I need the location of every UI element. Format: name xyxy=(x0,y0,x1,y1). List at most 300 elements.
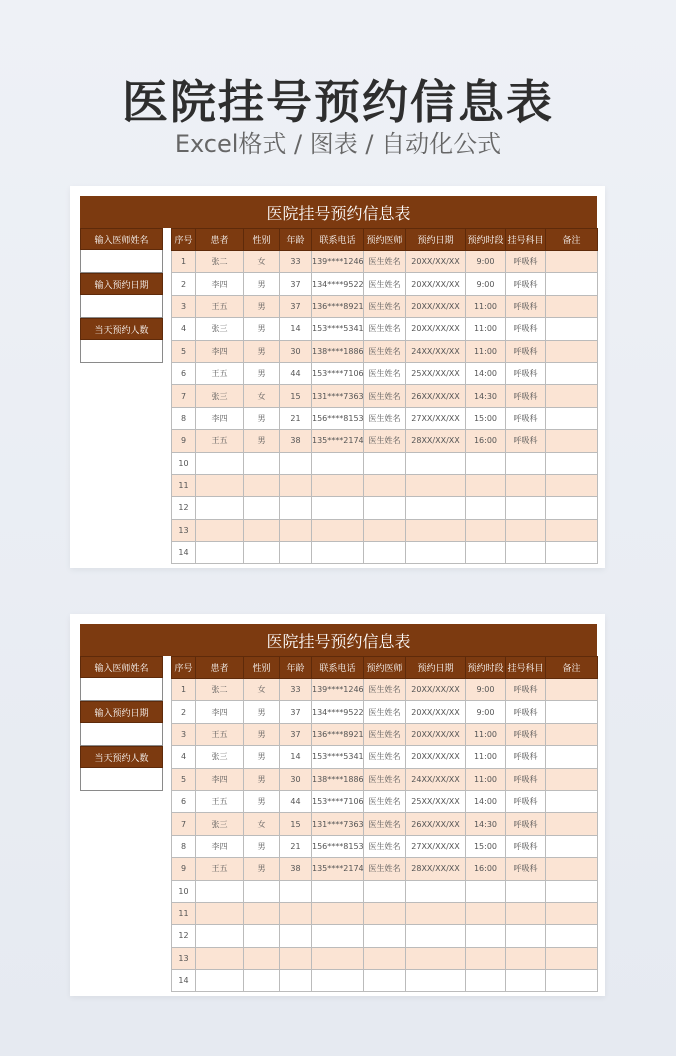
table-cell[interactable]: 153****5341 xyxy=(312,318,364,340)
table-cell[interactable] xyxy=(364,542,406,564)
table-cell[interactable]: 男 xyxy=(244,295,280,317)
table-cell[interactable] xyxy=(546,430,598,452)
table-cell[interactable]: 136****8921 xyxy=(312,723,364,745)
table-cell[interactable]: 女 xyxy=(244,385,280,407)
table-cell[interactable]: 王五 xyxy=(196,790,244,812)
table-cell[interactable] xyxy=(546,790,598,812)
table-cell[interactable]: 4 xyxy=(172,318,196,340)
table-cell[interactable] xyxy=(196,947,244,969)
table-cell[interactable] xyxy=(312,880,364,902)
table-cell[interactable] xyxy=(546,273,598,295)
table-cell[interactable]: 153****7106 xyxy=(312,362,364,384)
table-cell[interactable]: 156****8153 xyxy=(312,835,364,857)
table-cell[interactable]: 20XX/XX/XX xyxy=(406,723,466,745)
table-cell[interactable]: 37 xyxy=(280,273,312,295)
doctor-name-input[interactable] xyxy=(80,250,163,273)
table-cell[interactable]: 呼吸科 xyxy=(506,679,546,701)
table-cell[interactable]: 156****8153 xyxy=(312,407,364,429)
doctor-name-input[interactable] xyxy=(80,678,163,701)
table-cell[interactable]: 14:00 xyxy=(466,790,506,812)
table-cell[interactable] xyxy=(280,902,312,924)
table-cell[interactable]: 医生姓名 xyxy=(364,813,406,835)
table-cell[interactable]: 10 xyxy=(172,452,196,474)
table-cell[interactable] xyxy=(466,497,506,519)
column-header: 序号 xyxy=(172,657,196,679)
table-cell[interactable] xyxy=(546,858,598,880)
table-cell[interactable] xyxy=(312,452,364,474)
table-cell[interactable] xyxy=(506,519,546,541)
table-cell[interactable]: 王五 xyxy=(196,362,244,384)
table-cell[interactable]: 3 xyxy=(172,295,196,317)
table-cell[interactable]: 4 xyxy=(172,746,196,768)
column-header: 备注 xyxy=(546,657,598,679)
table-cell[interactable] xyxy=(466,970,506,992)
table-cell[interactable] xyxy=(244,497,280,519)
table-cell[interactable]: 11:00 xyxy=(466,723,506,745)
table-cell[interactable]: 1 xyxy=(172,251,196,273)
table-cell[interactable]: 3 xyxy=(172,723,196,745)
table-cell[interactable]: 28XX/XX/XX xyxy=(406,430,466,452)
table-cell[interactable]: 25XX/XX/XX xyxy=(406,790,466,812)
table-cell[interactable] xyxy=(406,880,466,902)
table-cell[interactable]: 20XX/XX/XX xyxy=(406,251,466,273)
table-row xyxy=(172,407,598,429)
table-cell[interactable]: 医生姓名 xyxy=(364,679,406,701)
table-cell[interactable]: 医生姓名 xyxy=(364,430,406,452)
table-cell[interactable]: 张三 xyxy=(196,318,244,340)
table-cell[interactable]: 王五 xyxy=(196,723,244,745)
table-cell[interactable]: 男 xyxy=(244,768,280,790)
table-cell[interactable] xyxy=(196,474,244,496)
table-cell[interactable]: 14:00 xyxy=(466,362,506,384)
table-cell[interactable] xyxy=(280,970,312,992)
table-cell[interactable]: 11 xyxy=(172,902,196,924)
table-cell[interactable] xyxy=(506,542,546,564)
table-cell[interactable]: 张二 xyxy=(196,679,244,701)
table-cell[interactable] xyxy=(196,542,244,564)
table-cell[interactable]: 男 xyxy=(244,790,280,812)
table-cell[interactable]: 医生姓名 xyxy=(364,768,406,790)
table-cell[interactable] xyxy=(312,542,364,564)
table-cell[interactable] xyxy=(196,519,244,541)
table-body xyxy=(172,679,598,992)
table-cell[interactable]: 16:00 xyxy=(466,430,506,452)
column-header: 预约日期 xyxy=(406,229,466,251)
table-cell[interactable]: 9:00 xyxy=(466,679,506,701)
table-cell[interactable] xyxy=(466,452,506,474)
table-cell[interactable]: 男 xyxy=(244,430,280,452)
table-cell[interactable]: 37 xyxy=(280,723,312,745)
table-cell[interactable]: 医生姓名 xyxy=(364,340,406,362)
table-cell[interactable]: 15 xyxy=(280,385,312,407)
column-header: 预约日期 xyxy=(406,657,466,679)
table-cell[interactable]: 135****2174 xyxy=(312,430,364,452)
table-cell[interactable] xyxy=(364,970,406,992)
table-cell[interactable]: 21 xyxy=(280,407,312,429)
table-cell[interactable]: 11 xyxy=(172,474,196,496)
table-cell[interactable] xyxy=(546,970,598,992)
table-cell[interactable] xyxy=(280,947,312,969)
table-cell[interactable] xyxy=(244,452,280,474)
table-cell[interactable]: 44 xyxy=(280,362,312,384)
table-cell[interactable] xyxy=(406,519,466,541)
table-cell[interactable] xyxy=(546,474,598,496)
table-cell[interactable]: 38 xyxy=(280,858,312,880)
table-cell[interactable] xyxy=(364,519,406,541)
table-cell[interactable]: 男 xyxy=(244,858,280,880)
table-cell[interactable]: 13 xyxy=(172,519,196,541)
table-cell[interactable] xyxy=(546,947,598,969)
table-cell[interactable] xyxy=(466,519,506,541)
table-cell[interactable]: 女 xyxy=(244,679,280,701)
table-cell[interactable]: 张三 xyxy=(196,385,244,407)
table-cell[interactable] xyxy=(546,746,598,768)
table-cell[interactable]: 134****9522 xyxy=(312,701,364,723)
table-cell[interactable]: 呼吸科 xyxy=(506,701,546,723)
table-cell[interactable] xyxy=(312,474,364,496)
table-cell[interactable] xyxy=(312,519,364,541)
table-cell[interactable]: 医生姓名 xyxy=(364,318,406,340)
table-cell[interactable]: 呼吸科 xyxy=(506,835,546,857)
table-cell[interactable]: 139****1246 xyxy=(312,679,364,701)
table-cell[interactable] xyxy=(406,452,466,474)
table-cell[interactable] xyxy=(546,768,598,790)
table-cell[interactable]: 王五 xyxy=(196,858,244,880)
table-cell[interactable]: 21 xyxy=(280,835,312,857)
table-cell[interactable] xyxy=(312,925,364,947)
table-cell[interactable]: 医生姓名 xyxy=(364,701,406,723)
table-cell[interactable] xyxy=(280,519,312,541)
table-cell[interactable]: 呼吸科 xyxy=(506,362,546,384)
table-cell[interactable] xyxy=(546,925,598,947)
table-cell[interactable]: 男 xyxy=(244,340,280,362)
table-row xyxy=(172,902,598,924)
table-cell[interactable]: 男 xyxy=(244,407,280,429)
table-cell[interactable]: 呼吸科 xyxy=(506,318,546,340)
column-header: 性别 xyxy=(244,229,280,251)
table-cell[interactable]: 医生姓名 xyxy=(364,385,406,407)
table-cell[interactable]: 24XX/XX/XX xyxy=(406,340,466,362)
table-cell[interactable] xyxy=(364,452,406,474)
table-cell[interactable] xyxy=(244,970,280,992)
table-cell[interactable]: 139****1246 xyxy=(312,251,364,273)
table-cell[interactable]: 李四 xyxy=(196,407,244,429)
date-input[interactable] xyxy=(80,295,163,318)
table-cell[interactable]: 26XX/XX/XX xyxy=(406,385,466,407)
table-cell[interactable] xyxy=(364,902,406,924)
table-cell[interactable]: 12 xyxy=(172,925,196,947)
table-cell[interactable]: 9 xyxy=(172,858,196,880)
table-cell[interactable]: 男 xyxy=(244,273,280,295)
table-cell[interactable] xyxy=(364,880,406,902)
column-header: 预约医师 xyxy=(364,229,406,251)
table-cell[interactable] xyxy=(546,497,598,519)
table-cell[interactable]: 14 xyxy=(280,746,312,768)
table-cell[interactable]: 男 xyxy=(244,318,280,340)
table-cell[interactable] xyxy=(244,542,280,564)
table-cell[interactable]: 呼吸科 xyxy=(506,430,546,452)
table-cell[interactable]: 呼吸科 xyxy=(506,295,546,317)
table-cell[interactable] xyxy=(546,362,598,384)
table-cell[interactable] xyxy=(196,902,244,924)
table-cell[interactable] xyxy=(280,880,312,902)
table-cell[interactable]: 医生姓名 xyxy=(364,835,406,857)
table-cell[interactable]: 男 xyxy=(244,835,280,857)
table-cell[interactable]: 14:30 xyxy=(466,385,506,407)
table-cell[interactable]: 12 xyxy=(172,497,196,519)
table-cell[interactable]: 20XX/XX/XX xyxy=(406,295,466,317)
table-cell[interactable]: 呼吸科 xyxy=(506,407,546,429)
table-cell[interactable] xyxy=(406,947,466,969)
sheet-banner: 医院挂号预约信息表 xyxy=(80,196,597,228)
table-cell[interactable] xyxy=(280,542,312,564)
table-cell[interactable]: 医生姓名 xyxy=(364,746,406,768)
table-cell[interactable]: 医生姓名 xyxy=(364,273,406,295)
table-cell[interactable] xyxy=(546,407,598,429)
table-cell[interactable]: 134****9522 xyxy=(312,273,364,295)
table-cell[interactable] xyxy=(506,970,546,992)
table-cell[interactable]: 9:00 xyxy=(466,273,506,295)
table-cell[interactable]: 27XX/XX/XX xyxy=(406,407,466,429)
table-cell[interactable]: 14 xyxy=(172,970,196,992)
table-cell[interactable]: 16:00 xyxy=(466,858,506,880)
table-cell[interactable]: 131****7363 xyxy=(312,813,364,835)
table-row xyxy=(172,452,598,474)
table-cell[interactable]: 33 xyxy=(280,251,312,273)
table-cell[interactable]: 20XX/XX/XX xyxy=(406,318,466,340)
table-cell[interactable] xyxy=(196,880,244,902)
table-cell[interactable]: 135****2174 xyxy=(312,858,364,880)
table-cell[interactable] xyxy=(364,947,406,969)
table-cell[interactable]: 呼吸科 xyxy=(506,790,546,812)
table-cell[interactable] xyxy=(506,452,546,474)
table-cell[interactable]: 呼吸科 xyxy=(506,746,546,768)
table-cell[interactable]: 11:00 xyxy=(466,295,506,317)
table-cell[interactable]: 7 xyxy=(172,813,196,835)
table-cell[interactable] xyxy=(466,925,506,947)
table-cell[interactable]: 男 xyxy=(244,362,280,384)
table-cell[interactable] xyxy=(546,542,598,564)
table-cell[interactable]: 5 xyxy=(172,768,196,790)
table-row xyxy=(172,970,598,992)
table-cell[interactable] xyxy=(546,880,598,902)
table-cell[interactable] xyxy=(546,902,598,924)
table-cell[interactable] xyxy=(506,880,546,902)
table-cell[interactable]: 女 xyxy=(244,813,280,835)
table-cell[interactable]: 男 xyxy=(244,723,280,745)
table-cell[interactable]: 李四 xyxy=(196,701,244,723)
table-cell[interactable]: 15 xyxy=(280,813,312,835)
table-cell[interactable]: 38 xyxy=(280,430,312,452)
table-cell[interactable]: 李四 xyxy=(196,340,244,362)
table-cell[interactable] xyxy=(406,497,466,519)
table-cell[interactable]: 医生姓名 xyxy=(364,790,406,812)
table-cell[interactable] xyxy=(406,925,466,947)
table-cell[interactable] xyxy=(280,925,312,947)
table-cell[interactable] xyxy=(546,723,598,745)
table-cell[interactable] xyxy=(546,813,598,835)
table-cell[interactable] xyxy=(546,385,598,407)
table-cell[interactable]: 20XX/XX/XX xyxy=(406,273,466,295)
table-cell[interactable] xyxy=(364,925,406,947)
table-cell[interactable]: 呼吸科 xyxy=(506,723,546,745)
table-cell[interactable] xyxy=(244,925,280,947)
table-cell[interactable]: 8 xyxy=(172,407,196,429)
table-cell[interactable] xyxy=(196,970,244,992)
table-cell[interactable]: 20XX/XX/XX xyxy=(406,746,466,768)
side-panel xyxy=(80,228,163,363)
table-cell[interactable]: 24XX/XX/XX xyxy=(406,768,466,790)
table-cell[interactable] xyxy=(312,947,364,969)
table-cell[interactable] xyxy=(244,902,280,924)
side-panel xyxy=(80,656,163,791)
table-cell[interactable] xyxy=(364,474,406,496)
table-cell[interactable] xyxy=(244,947,280,969)
table-cell[interactable]: 2 xyxy=(172,273,196,295)
table-cell[interactable]: 呼吸科 xyxy=(506,768,546,790)
table-cell[interactable]: 14 xyxy=(172,542,196,564)
table-cell[interactable]: 138****1886 xyxy=(312,768,364,790)
table-cell[interactable] xyxy=(280,452,312,474)
table-cell[interactable]: 6 xyxy=(172,362,196,384)
table-cell[interactable] xyxy=(406,902,466,924)
table-cell[interactable]: 医生姓名 xyxy=(364,362,406,384)
table-cell[interactable] xyxy=(506,497,546,519)
table-cell[interactable]: 9:00 xyxy=(466,701,506,723)
table-cell[interactable]: 9 xyxy=(172,430,196,452)
table-cell[interactable] xyxy=(506,947,546,969)
table-cell[interactable]: 14 xyxy=(280,318,312,340)
sheet-preview-2 xyxy=(70,614,605,996)
table-cell[interactable]: 136****8921 xyxy=(312,295,364,317)
table-cell[interactable]: 44 xyxy=(280,790,312,812)
table-cell[interactable]: 8 xyxy=(172,835,196,857)
table-cell[interactable]: 张二 xyxy=(196,251,244,273)
table-cell[interactable]: 女 xyxy=(244,251,280,273)
table-cell[interactable]: 呼吸科 xyxy=(506,813,546,835)
table-cell[interactable]: 30 xyxy=(280,768,312,790)
table-cell[interactable]: 25XX/XX/XX xyxy=(406,362,466,384)
table-cell[interactable]: 27XX/XX/XX xyxy=(406,835,466,857)
table-cell[interactable]: 30 xyxy=(280,340,312,362)
table-cell[interactable]: 呼吸科 xyxy=(506,251,546,273)
table-cell[interactable] xyxy=(244,519,280,541)
table-cell[interactable] xyxy=(506,902,546,924)
table-cell[interactable]: 医生姓名 xyxy=(364,723,406,745)
table-cell[interactable]: 2 xyxy=(172,701,196,723)
table-cell[interactable] xyxy=(546,340,598,362)
table-cell[interactable]: 28XX/XX/XX xyxy=(406,858,466,880)
table-cell[interactable]: 李四 xyxy=(196,835,244,857)
table-cell[interactable]: 15:00 xyxy=(466,407,506,429)
table-cell[interactable] xyxy=(546,251,598,273)
table-cell[interactable] xyxy=(546,318,598,340)
table-cell[interactable]: 李四 xyxy=(196,768,244,790)
table-cell[interactable] xyxy=(196,925,244,947)
table-cell[interactable]: 张三 xyxy=(196,813,244,835)
table-cell[interactable] xyxy=(196,497,244,519)
table-cell[interactable]: 15:00 xyxy=(466,835,506,857)
table-cell[interactable] xyxy=(466,542,506,564)
table-cell[interactable] xyxy=(244,474,280,496)
table-cell[interactable]: 11:00 xyxy=(466,768,506,790)
table-cell[interactable]: 医生姓名 xyxy=(364,407,406,429)
table-cell[interactable] xyxy=(312,497,364,519)
table-cell[interactable]: 男 xyxy=(244,746,280,768)
table-cell[interactable]: 37 xyxy=(280,295,312,317)
table-cell[interactable] xyxy=(506,474,546,496)
table-cell[interactable] xyxy=(406,970,466,992)
table-cell[interactable] xyxy=(466,947,506,969)
table-cell[interactable]: 呼吸科 xyxy=(506,858,546,880)
table-cell[interactable]: 11:00 xyxy=(466,318,506,340)
table-cell[interactable]: 20XX/XX/XX xyxy=(406,701,466,723)
table-cell[interactable]: 呼吸科 xyxy=(506,273,546,295)
table-cell[interactable]: 男 xyxy=(244,701,280,723)
table-cell[interactable] xyxy=(546,295,598,317)
table-cell[interactable]: 李四 xyxy=(196,273,244,295)
table-cell[interactable]: 6 xyxy=(172,790,196,812)
table-cell[interactable]: 131****7363 xyxy=(312,385,364,407)
table-cell[interactable]: 1 xyxy=(172,679,196,701)
table-cell[interactable] xyxy=(466,902,506,924)
table-row xyxy=(172,340,598,362)
table-cell[interactable] xyxy=(364,497,406,519)
table-cell[interactable] xyxy=(196,452,244,474)
table-cell[interactable]: 153****5341 xyxy=(312,746,364,768)
table-cell[interactable]: 153****7106 xyxy=(312,790,364,812)
table-cell[interactable] xyxy=(546,452,598,474)
table-cell[interactable] xyxy=(466,474,506,496)
table-cell[interactable]: 呼吸科 xyxy=(506,385,546,407)
table-cell[interactable]: 20XX/XX/XX xyxy=(406,679,466,701)
table-cell[interactable] xyxy=(312,902,364,924)
table-cell[interactable] xyxy=(466,880,506,902)
table-cell[interactable] xyxy=(546,679,598,701)
table-cell[interactable]: 王五 xyxy=(196,295,244,317)
table-cell[interactable]: 7 xyxy=(172,385,196,407)
table-cell[interactable] xyxy=(280,474,312,496)
date-input[interactable] xyxy=(80,723,163,746)
table-cell[interactable] xyxy=(506,925,546,947)
table-cell[interactable]: 14:30 xyxy=(466,813,506,835)
table-cell[interactable]: 11:00 xyxy=(466,746,506,768)
table-cell[interactable] xyxy=(546,835,598,857)
table-cell[interactable] xyxy=(546,701,598,723)
table-cell[interactable]: 王五 xyxy=(196,430,244,452)
table-cell[interactable]: 医生姓名 xyxy=(364,858,406,880)
table-cell[interactable]: 张三 xyxy=(196,746,244,768)
table-cell[interactable]: 138****1886 xyxy=(312,340,364,362)
table-cell[interactable]: 10 xyxy=(172,880,196,902)
table-cell[interactable]: 37 xyxy=(280,701,312,723)
table-cell[interactable]: 33 xyxy=(280,679,312,701)
table-cell[interactable] xyxy=(546,519,598,541)
table-cell[interactable] xyxy=(312,970,364,992)
table-cell[interactable]: 医生姓名 xyxy=(364,295,406,317)
table-cell[interactable]: 26XX/XX/XX xyxy=(406,813,466,835)
table-cell[interactable]: 13 xyxy=(172,947,196,969)
table-cell[interactable]: 医生姓名 xyxy=(364,251,406,273)
table-cell[interactable] xyxy=(244,880,280,902)
table-cell[interactable] xyxy=(406,474,466,496)
table-cell[interactable]: 呼吸科 xyxy=(506,340,546,362)
table-cell[interactable]: 11:00 xyxy=(466,340,506,362)
table-cell[interactable]: 5 xyxy=(172,340,196,362)
table-cell[interactable]: 9:00 xyxy=(466,251,506,273)
table-cell[interactable] xyxy=(406,542,466,564)
table-cell[interactable] xyxy=(280,497,312,519)
